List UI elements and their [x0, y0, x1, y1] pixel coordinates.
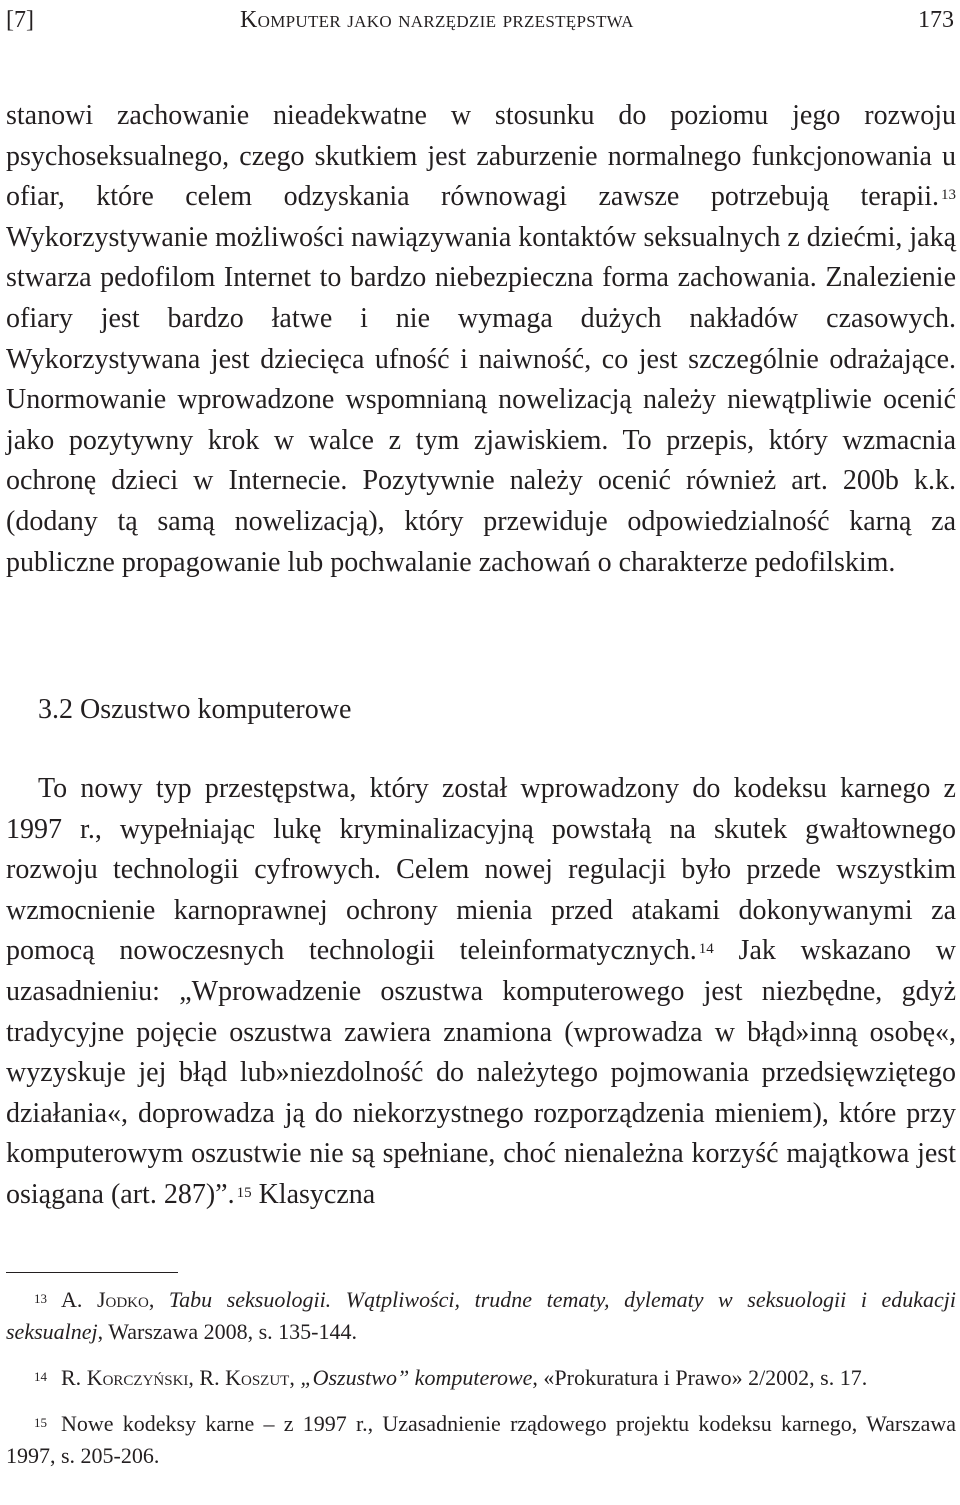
footnote-author-surname: Jodko	[96, 1287, 149, 1312]
footnote-details: , Warszawa 2008, s. 135-144.	[97, 1319, 357, 1344]
footnote-author-initial: R.	[61, 1365, 87, 1390]
footnote-author2-surname: Koszut	[225, 1365, 290, 1390]
paragraph-2	[6, 769, 956, 1216]
section-number: [7]	[6, 7, 34, 33]
footnote-author-initial: A.	[61, 1287, 97, 1312]
paragraph-1	[6, 96, 956, 583]
paragraph-2-text-a: To nowy typ przestępstwa, który został wprowadzony do kodeksu karnego z 1997 r., wypełniając lukę kryminalizacyjną powstałą na skutek gwałtownego rozwoju technologii cyfrowych. Celem nowej regulacji było przede wszystkim wzmocnienie karnoprawnej ochrony mienia przed atakami dokonywanymi za pomocą nowoczesnych technologii teleinformatycznych.	[6, 773, 956, 967]
paragraph-2-text-b: Jak wskazano w uzasadnieniu: „Wprowadzenie oszustwa komputerowego jest niezbędne, gdyż tradycyjne pojęcie oszustwa zawiera znamiona (wprowadza w błąd»inną osobę«, wyzyskuje jej błąd lub»niezdolność do należytego pojmowania przedsięwziętego działania«, doprowadza ją do niekorzystnego rozporządzenia mieniem), które przy komputerowym oszustwie nie są spełniane, choć nienależna korzyść majątkowa jest osiągana (art. 287)”.	[6, 935, 956, 1210]
footnote-details: , «Prokuratura i Prawo» 2/2002, s. 17.	[532, 1365, 868, 1390]
paragraph-1-text-b: Wykorzystywanie możliwości nawiązywania kontaktów seksualnych z dziećmi, jaką stwarza pedofilom Internet to bardzo niebezpieczna forma zachowania. Znalezienie ofiary jest bardzo łatwe i nie wymaga dużych nakładów czasowych. Wykorzystywana jest dziecięca ufność i naiwność, co jest szczególnie odrażające. Unormowanie wprowadzone wspomnianą nowelizacją należy niewątpliwie ocenić jako pozytywny krok w walce z tym zjawiskiem. To przepis, który wzmacnia ochronę dzieci w Internecie. Pozytywnie należy ocenić również art. 200b k.k. (dodany tą samą nowelizacją), który przewiduje odpowiedzialność karną za publiczne propagowanie lub pochwalanie zachowań o charakterze pedofilskim.	[6, 221, 957, 578]
paragraph-1-text-a: stanowi zachowanie nieadekwatne w stosunku do poziomu jego rozwoju psychoseksualnego, czego skutkiem jest zaburzenie normalnego funkcjonowania u ofiar, które celem odzyskania równowagi zawsze potrzebują terapii.	[6, 100, 956, 213]
paragraph-2-text-c: Klasyczna	[251, 1178, 376, 1210]
footnote-ref-14[interactable]: 14	[698, 941, 714, 958]
footnote-number: 14	[34, 1369, 47, 1384]
footnote-title: Tabu seksuologii. Wątpliwości, trudne tematy, dylematy w seksuologii i edukacji seksualnej	[6, 1287, 957, 1344]
footnote-number: 15	[34, 1415, 47, 1430]
running-title: Komputer jako narzędzie przestępstwa	[240, 7, 634, 33]
footnote-separator-text: ,	[148, 1287, 169, 1312]
footnotes	[6, 1284, 956, 1486]
footnote-14	[6, 1362, 956, 1394]
footnote-author-surname: Korczyński	[86, 1365, 189, 1390]
footnote-separator-text: ,	[289, 1365, 301, 1390]
footnote-text: Nowe kodeksy karne – z 1997 r., Uzasadnienie rządowego projektu kodeksu karnego, Warszawa 1997, s. 205-206.	[6, 1411, 956, 1468]
running-head	[6, 2, 954, 38]
footnote-number: 13	[34, 1291, 47, 1306]
footnote-ref-13[interactable]: 13	[941, 187, 956, 204]
footnote-ref-15[interactable]: 15	[236, 1184, 252, 1201]
footnote-15	[6, 1408, 956, 1472]
footnote-title: „Oszustwo” komputerowe	[300, 1365, 533, 1390]
section-heading: 3.2 Oszustwo komputerowe	[38, 694, 352, 725]
footnote-13	[6, 1284, 956, 1348]
footnote-author-joiner: , R.	[188, 1365, 226, 1390]
footnote-separator	[6, 1272, 178, 1273]
page-number: 173	[918, 7, 954, 33]
